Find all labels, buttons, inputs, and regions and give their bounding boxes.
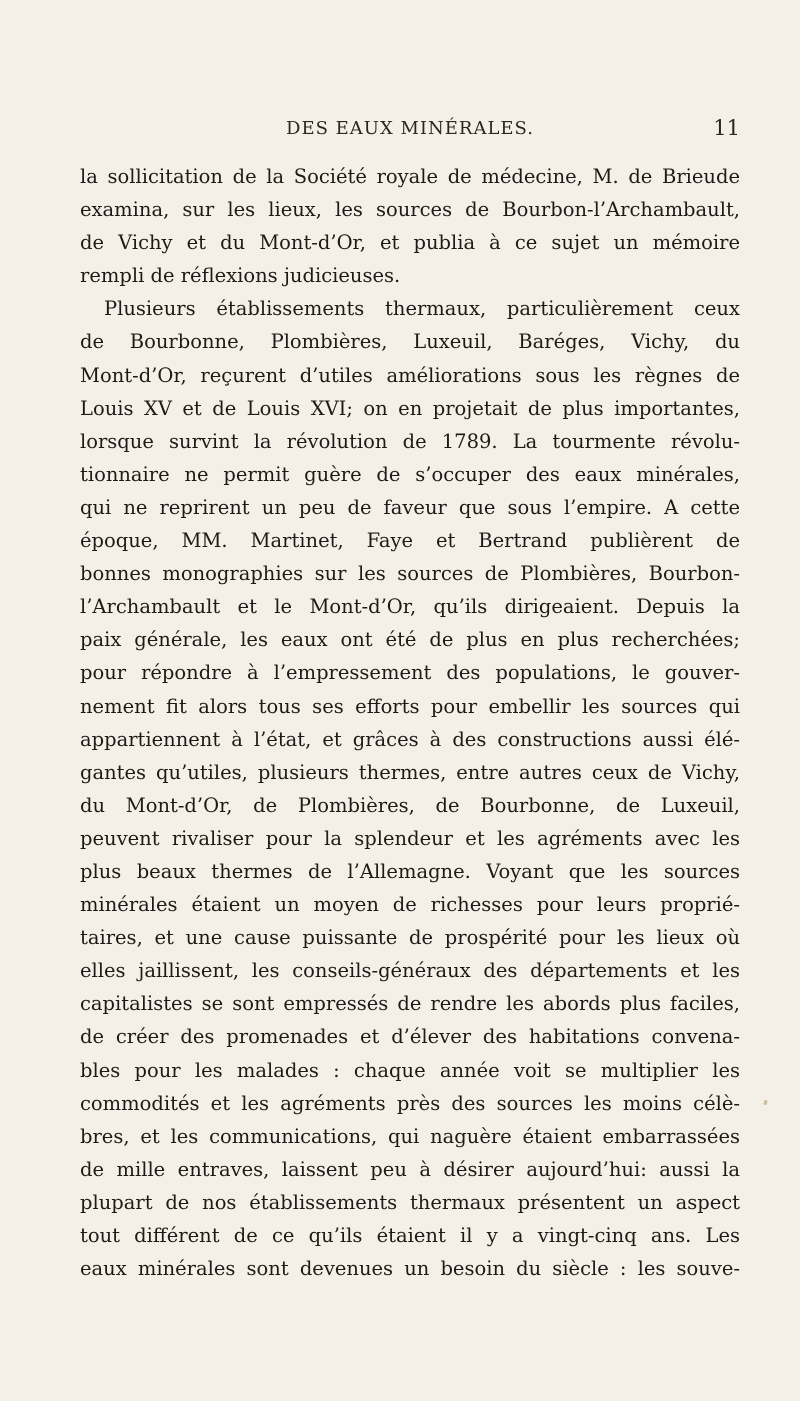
running-head: [80, 116, 740, 146]
text-line: pour répondre à l’empressement des populations, le gouver-: [80, 661, 740, 685]
text-line: de Vichy et du Mont-d’Or, et publia à ce sujet un mémoire: [80, 231, 740, 255]
text-line: bonnes monographies sur les sources de Plombières, Bourbon-: [80, 562, 740, 586]
text-line: nement fit alors tous ses efforts pour embellir les sources qui: [80, 694, 740, 718]
text-line: qui ne reprirent un peu de faveur que sous l’empire. A cette: [80, 495, 740, 519]
text-line: de mille entraves, laissent peu à désirer aujourd’hui: aussi la: [80, 1157, 740, 1181]
body-text: [80, 160, 740, 1285]
text-line: l’Archambault et le Mont-d’Or, qu’ils dirigeaient. Depuis la: [80, 595, 740, 619]
text-line: Louis XV et de Louis XVI; on en projetait de plus importantes,: [80, 396, 740, 420]
page-number: 11: [713, 116, 740, 140]
text-line: commodités et les agréments près des sources les moins célè-: [80, 1091, 740, 1115]
text-line: bles pour les malades : chaque année voit se multiplier les: [80, 1058, 740, 1082]
text-line: la sollicitation de la Société royale de médecine, M. de Brieude: [80, 165, 740, 188]
text-line: peuvent rivaliser pour la splendeur et les agréments avec les: [80, 826, 740, 850]
text-line: gantes qu’utiles, plusieurs thermes, entre autres ceux de Vichy,: [80, 760, 740, 784]
text-line: appartiennent à l’état, et grâces à des constructions aussi élé-: [80, 727, 740, 751]
text-line: du Mont-d’Or, de Plombières, de Bourbonne, de Luxeuil,: [80, 793, 740, 817]
text-line: minérales étaient un moyen de richesses pour leurs proprié-: [80, 893, 740, 917]
text-line: bres, et les communications, qui naguère étaient embarrassées: [80, 1124, 740, 1148]
text-line: de Bourbonne, Plombières, Luxeuil, Baréges, Vichy, du: [80, 330, 740, 354]
text-line: elles jaillissent, les conseils-généraux des départements et les: [80, 959, 740, 983]
text-line: époque, MM. Martinet, Faye et Bertrand publièrent de: [80, 529, 740, 553]
running-title: DES EAUX MINÉRALES.: [286, 118, 534, 139]
text-line: plupart de nos établissements thermaux présentent un aspect: [80, 1190, 740, 1214]
text-line: de créer des promenades et d’élever des habitations convena-: [80, 1025, 740, 1049]
paper-speck: [763, 1100, 768, 1106]
text-line: tionnaire ne permit guère de s’occuper des eaux minérales,: [80, 462, 740, 486]
text-line: taires, et une cause puissante de prospérité pour les lieux où: [80, 926, 740, 950]
text-line: capitalistes se sont empressés de rendre les abords plus faciles,: [80, 992, 740, 1016]
text-line: lorsque survint la révolution de 1789. La tourmente révolu-: [80, 429, 740, 453]
text-line: rempli de réflexions judicieuses.: [80, 264, 401, 288]
text-line: plus beaux thermes de l’Allemagne. Voyant que les sources: [80, 859, 740, 883]
text-line: Plusieurs établissements thermaux, particulièrement ceux: [104, 297, 740, 321]
text-line: paix générale, les eaux ont été de plus en plus recherchées;: [80, 628, 740, 652]
text-line: tout différent de ce qu’ils étaient il y a vingt-cinq ans. Les: [80, 1224, 740, 1247]
text-line: examina, sur les lieux, les sources de Bourbon-l’Archambault,: [80, 198, 740, 222]
text-line: Mont-d’Or, reçurent d’utiles améliorations sous les règnes de: [80, 363, 740, 387]
text-line: eaux minérales sont devenues un besoin du siècle : les souve-: [80, 1257, 740, 1281]
